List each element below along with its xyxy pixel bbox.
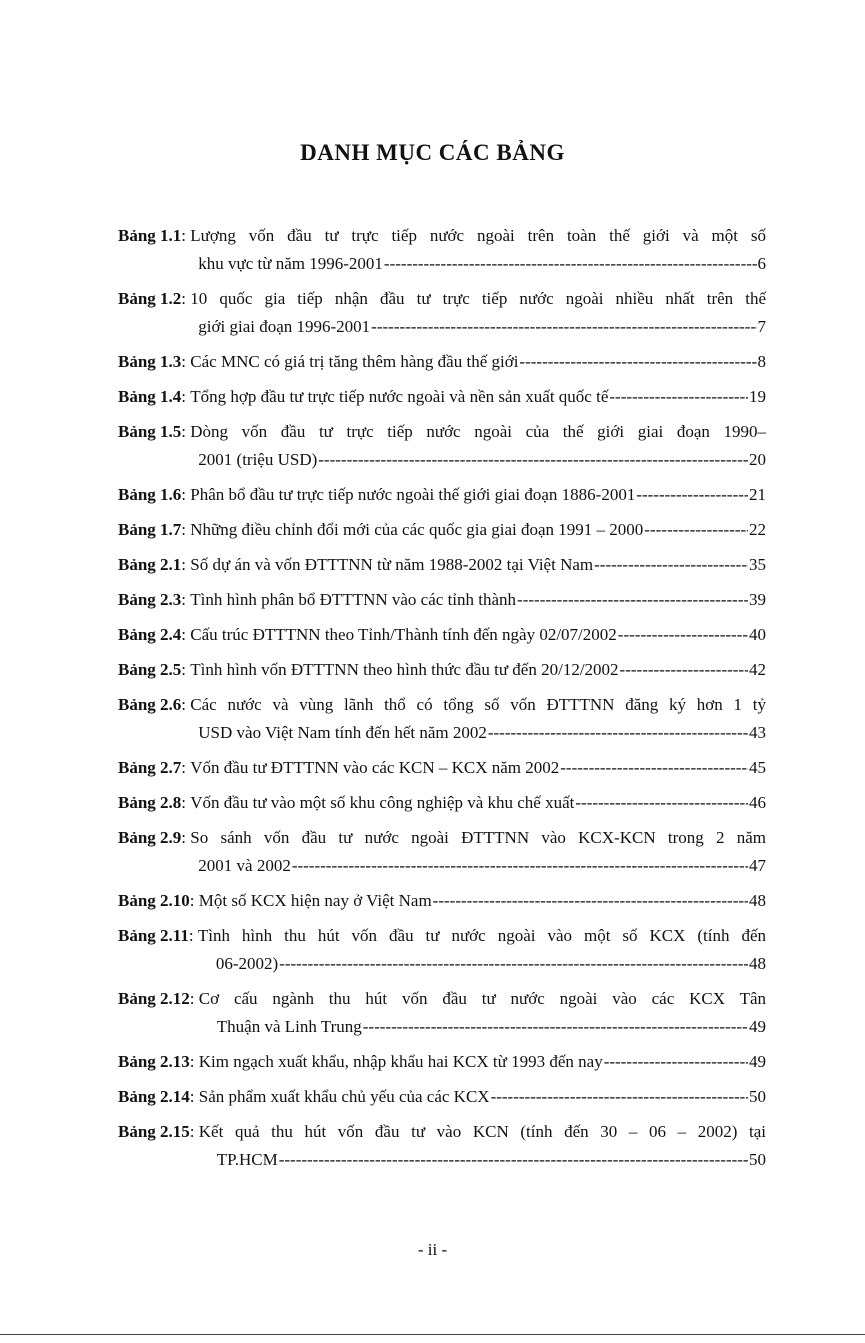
entry-title-text: giới giai đoạn 1996-2001	[198, 317, 371, 336]
entry-title-text: Vốn đầu tư ĐTTTNN vào các KCN – KCX năm 2002	[190, 758, 560, 777]
entry-leader-line	[190, 250, 766, 278]
entry-leader-line	[190, 719, 766, 747]
entry-page-number: 46	[749, 793, 766, 812]
dotted-leader	[318, 446, 748, 474]
dotted-leader	[488, 719, 748, 747]
entry-body	[190, 691, 766, 747]
entry-leader-line	[190, 313, 766, 341]
entry-label: Bảng 2.15	[118, 1122, 190, 1141]
entry-label: Bảng 2.11	[118, 926, 189, 945]
entry-page-number: 21	[749, 485, 766, 504]
entry-leader-line	[190, 551, 766, 579]
toc-entry	[118, 691, 766, 747]
toc-entry	[118, 516, 766, 544]
entry-title-text: Sản phẩm xuất khẩu chủ yếu của các KCX	[198, 1087, 490, 1106]
entry-title-text: Vốn đầu tư vào một số khu công nghiệp và khu chế xuất	[190, 793, 575, 812]
toc-entry	[118, 922, 766, 978]
entry-label: Bảng 2.14	[118, 1087, 190, 1106]
entry-separator: :	[181, 555, 191, 574]
entry-label: Bảng 1.7	[118, 520, 182, 539]
entry-page-number: 49	[749, 1017, 766, 1036]
dotted-leader	[292, 852, 748, 880]
entry-leader-line	[190, 621, 766, 649]
entry-leader-line	[190, 789, 766, 817]
entry-page-number: 50	[749, 1150, 766, 1169]
entry-body	[190, 481, 766, 509]
entry-title-line: Dòng vốn đầu tư trực tiếp nước ngoài của thế giới giai đoạn 1990–	[190, 422, 766, 441]
entry-leader-line	[190, 383, 766, 411]
entry-leader-line	[190, 516, 766, 544]
entry-page-number: 50	[749, 1087, 766, 1106]
entry-separator: :	[181, 695, 191, 714]
entry-separator: :	[181, 352, 191, 371]
entry-title-text: Cấu trúc ĐTTTNN theo Tỉnh/Thành tính đến ngày 02/07/2002	[190, 625, 617, 644]
entry-separator: :	[181, 660, 191, 679]
entry-title-line: Lượng vốn đầu tư trực tiếp nước ngoài trên toàn thế giới và một số	[190, 226, 766, 245]
entry-page-number: 19	[749, 387, 766, 406]
entry-page-number: 22	[749, 520, 766, 539]
entry-body	[199, 1083, 766, 1111]
entry-page-number: 35	[749, 555, 766, 574]
entry-separator: :	[181, 485, 191, 504]
entry-page-number: 6	[757, 254, 766, 273]
dotted-leader	[384, 250, 757, 278]
dotted-leader	[371, 313, 756, 341]
entry-page-number: 48	[749, 891, 766, 910]
entry-label: Bảng 1.2	[118, 289, 182, 308]
entry-leader-line	[190, 754, 766, 782]
entry-separator: :	[188, 926, 198, 945]
entry-body	[199, 985, 766, 1041]
entry-title-text: Số dự án và vốn ĐTTTNN từ năm 1988-2002 tại Việt Nam	[190, 555, 594, 574]
entry-body	[199, 1118, 766, 1174]
entry-body	[190, 586, 766, 614]
entry-page-number: 39	[749, 590, 766, 609]
entry-page-number: 47	[749, 856, 766, 875]
entry-label: Bảng 2.13	[118, 1052, 190, 1071]
entry-body	[190, 754, 766, 782]
entry-leader-line	[190, 348, 766, 376]
entry-title-text: khu vực từ năm 1996-2001	[198, 254, 383, 273]
toc-entry	[118, 383, 766, 411]
entry-label: Bảng 2.1	[118, 555, 182, 574]
dotted-leader	[279, 1146, 748, 1174]
page-title: DANH MỤC CÁC BẢNG	[300, 140, 565, 165]
entry-page-number: 40	[749, 625, 766, 644]
toc-entry	[118, 824, 766, 880]
entry-title-text: Tình hình phân bổ ĐTTTNN vào các tỉnh thành	[190, 590, 517, 609]
dotted-leader	[644, 516, 748, 544]
entry-label: Bảng 2.8	[118, 793, 182, 812]
entry-title-text: 2001 (triệu USD)	[198, 450, 318, 469]
toc-entry	[118, 621, 766, 649]
entry-page-number: 45	[749, 758, 766, 777]
entry-title-text: Các MNC có giá trị tăng thêm hàng đầu thế giới	[190, 352, 519, 371]
toc-entry	[118, 656, 766, 684]
entry-leader-line	[190, 481, 766, 509]
entry-body	[190, 656, 766, 684]
entry-separator: :	[181, 590, 191, 609]
entry-body	[199, 1048, 766, 1076]
dotted-leader	[636, 481, 748, 509]
entry-leader-line	[190, 446, 766, 474]
entry-title-line: Kết quả thu hút vốn đầu tư vào KCN (tính đến 30 – 06 – 2002) tại	[198, 1122, 766, 1141]
toc-entry	[118, 887, 766, 915]
entry-body	[190, 285, 766, 341]
entry-leader-line	[198, 950, 766, 978]
entry-label: Bảng 2.6	[118, 695, 182, 714]
entry-body	[190, 621, 766, 649]
entry-body	[190, 789, 766, 817]
dotted-leader	[519, 348, 756, 376]
entry-separator: :	[181, 625, 191, 644]
entry-separator: :	[181, 289, 191, 308]
dotted-leader	[594, 551, 748, 579]
entry-leader-line	[190, 586, 766, 614]
entry-separator: :	[189, 1052, 199, 1071]
entry-label: Bảng 1.1	[118, 226, 182, 245]
entry-label: Bảng 2.12	[118, 989, 190, 1008]
page-number: - ii -	[417, 1240, 448, 1259]
dotted-leader	[433, 887, 748, 915]
entry-separator: :	[181, 828, 191, 847]
entry-leader-line	[190, 852, 766, 880]
entry-leader-line	[199, 1146, 766, 1174]
entry-body	[190, 516, 766, 544]
entry-body	[190, 824, 766, 880]
toc-entry	[118, 222, 766, 278]
entry-title-text: TP.HCM	[216, 1150, 278, 1169]
entry-separator: :	[181, 422, 191, 441]
entry-title-text: 06-2002)	[215, 954, 279, 973]
toc-entry	[118, 1048, 766, 1076]
entry-separator: :	[181, 793, 191, 812]
entry-page-number: 49	[749, 1052, 766, 1071]
entry-page-number: 42	[749, 660, 766, 679]
toc-entry	[118, 551, 766, 579]
toc-entry	[118, 285, 766, 341]
entry-title-line: Cơ cấu ngành thu hút vốn đầu tư nước ngoài vào các KCX Tân	[198, 989, 766, 1008]
toc-entry	[118, 754, 766, 782]
dotted-leader	[618, 621, 748, 649]
entry-title-line: So sánh vốn đầu tư nước ngoài ĐTTTNN vào KCX-KCN trong 2 năm	[190, 828, 766, 847]
toc-entry	[118, 348, 766, 376]
dotted-leader	[620, 656, 748, 684]
entry-separator: :	[189, 1087, 199, 1106]
entry-label: Bảng 2.10	[118, 891, 190, 910]
entry-title-text: USD vào Việt Nam tính đến hết năm 2002	[198, 723, 487, 742]
entry-title-text: Phân bổ đầu tư trực tiếp nước ngoài thế giới giai đoạn 1886-2001	[190, 485, 636, 504]
entry-title-line: Các nước và vùng lãnh thổ có tổng số vốn ĐTTTNN đăng ký hơn 1 tỷ	[190, 695, 766, 714]
entry-title-text: Kim ngạch xuất khẩu, nhập khẩu hai KCX từ 1993 đến nay	[198, 1052, 603, 1071]
entry-page-number: 43	[749, 723, 766, 742]
entry-leader-line	[199, 1013, 766, 1041]
entry-label: Bảng 2.3	[118, 590, 182, 609]
entry-leader-line	[190, 656, 766, 684]
dotted-leader	[517, 586, 748, 614]
dotted-leader	[604, 1048, 748, 1076]
entry-separator: :	[189, 1122, 199, 1141]
entry-leader-line	[199, 887, 766, 915]
entry-title-text: Tình hình vốn ĐTTTNN theo hình thức đầu tư đến 20/12/2002	[190, 660, 619, 679]
dotted-leader	[609, 383, 748, 411]
entry-body	[198, 922, 766, 978]
toc-entry	[118, 481, 766, 509]
dotted-leader	[363, 1013, 748, 1041]
toc-entry	[118, 1083, 766, 1111]
entry-title-line: 10 quốc gia tiếp nhận đầu tư trực tiếp nước ngoài nhiều nhất trên thế	[190, 289, 766, 308]
entry-leader-line	[199, 1048, 766, 1076]
entry-page-number: 8	[757, 352, 766, 371]
dotted-leader	[279, 950, 748, 978]
entry-title-text: Những điều chỉnh đổi mới của các quốc gia giai đoạn 1991 – 2000	[190, 520, 644, 539]
entry-page-number: 7	[757, 317, 766, 336]
entry-body	[190, 418, 766, 474]
entry-body	[190, 551, 766, 579]
entry-separator: :	[181, 387, 191, 406]
entry-label: Bảng 2.5	[118, 660, 182, 679]
entry-body	[199, 887, 766, 915]
entry-label: Bảng 1.3	[118, 352, 182, 371]
entry-title-text: Một số KCX hiện nay ở Việt Nam	[198, 891, 432, 910]
toc-entry	[118, 985, 766, 1041]
entry-separator: :	[181, 226, 191, 245]
dotted-leader	[560, 754, 748, 782]
entry-label: Bảng 1.5	[118, 422, 182, 441]
table-list	[118, 222, 766, 1181]
entry-separator: :	[189, 891, 199, 910]
entry-page-number: 20	[749, 450, 766, 469]
entry-body	[190, 383, 766, 411]
entry-label: Bảng 2.9	[118, 828, 182, 847]
toc-entry	[118, 586, 766, 614]
entry-separator: :	[181, 520, 191, 539]
entry-page-number: 48	[749, 954, 766, 973]
entry-label: Bảng 1.6	[118, 485, 182, 504]
entry-label: Bảng 2.4	[118, 625, 182, 644]
entry-leader-line	[199, 1083, 766, 1111]
entry-label: Bảng 1.4	[118, 387, 182, 406]
entry-title-text: Thuận và Linh Trung	[216, 1017, 362, 1036]
entry-separator: :	[181, 758, 191, 777]
dotted-leader	[575, 789, 748, 817]
entry-title-line: Tình hình thu hút vốn đầu tư nước ngoài vào một số KCX (tính đến	[197, 926, 766, 945]
bottom-divider	[0, 1334, 865, 1335]
toc-entry	[118, 789, 766, 817]
entry-body	[190, 222, 766, 278]
toc-entry	[118, 1118, 766, 1174]
entry-label: Bảng 2.7	[118, 758, 182, 777]
entry-separator: :	[189, 989, 199, 1008]
dotted-leader	[491, 1083, 748, 1111]
entry-title-text: Tổng hợp đầu tư trực tiếp nước ngoài và nền sản xuất quốc tế	[190, 387, 609, 406]
toc-entry	[118, 418, 766, 474]
entry-title-text: 2001 và 2002	[198, 856, 291, 875]
entry-body	[190, 348, 766, 376]
